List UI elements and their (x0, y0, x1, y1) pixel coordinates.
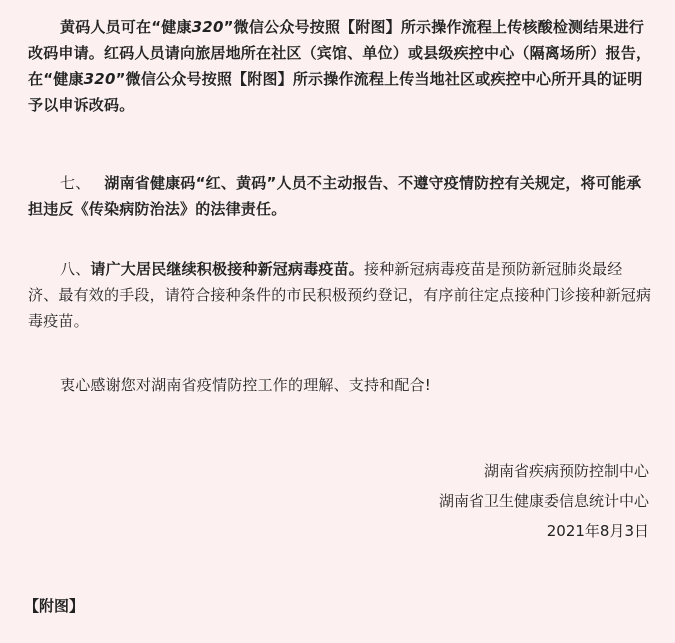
paragraph-seven-text: 湖南省健康码“红、黄码”人员不主动报告、不遵守疫情防控有关规定，将可能承担违反《传染病防治法》的法律责任。 (28, 174, 642, 218)
text-segment-number: 320 (83, 70, 116, 88)
annex-label: 【附图】 (24, 597, 85, 615)
paragraph-number: 八、 (60, 260, 91, 278)
paragraph-seven (28, 170, 652, 222)
text-segment: ”微信公众号按照【附图】所示操作流程上传当地社区或疾控中心所开具的证明予以申诉改码。 (28, 70, 643, 114)
signature-date: 2021年8月3日 (546, 522, 649, 540)
paragraph-six-continuation (28, 14, 652, 118)
paragraph-eight (28, 256, 652, 334)
signature-org-cdc: 湖南省疾病预防控制中心 (483, 462, 649, 480)
text-segment: ”微信公众号按照【附图】所示操作流程上传核酸检测结果进行改码申请。红码人员请向旅居地所在社区（宾馆、单位）或县级疾控中心（隔离场所）报告，在“健康 (28, 18, 652, 88)
text-segment: 黄码人员可在“健康 (60, 18, 192, 36)
signature-org-health-commission: 湖南省卫生健康委信息统计中心 (438, 492, 649, 510)
closing-thanks: 衷心感谢您对湖南省疫情防控工作的理解、支持和配合! (60, 376, 432, 394)
paragraph-eight-bold-text: 请广大居民继续积极接种新冠病毒疫苗。 (90, 260, 365, 278)
text-segment-number: 320 (191, 18, 224, 36)
paragraph-eight-text: 接种新冠病毒疫苗是预防新冠肺炎最经济、最有效的手段，请符合接种条件的市民积极预约登记，有序前往定点接种门诊接种新冠病毒疫苗。 (28, 260, 652, 330)
paragraph-number: 七、 (60, 174, 91, 192)
